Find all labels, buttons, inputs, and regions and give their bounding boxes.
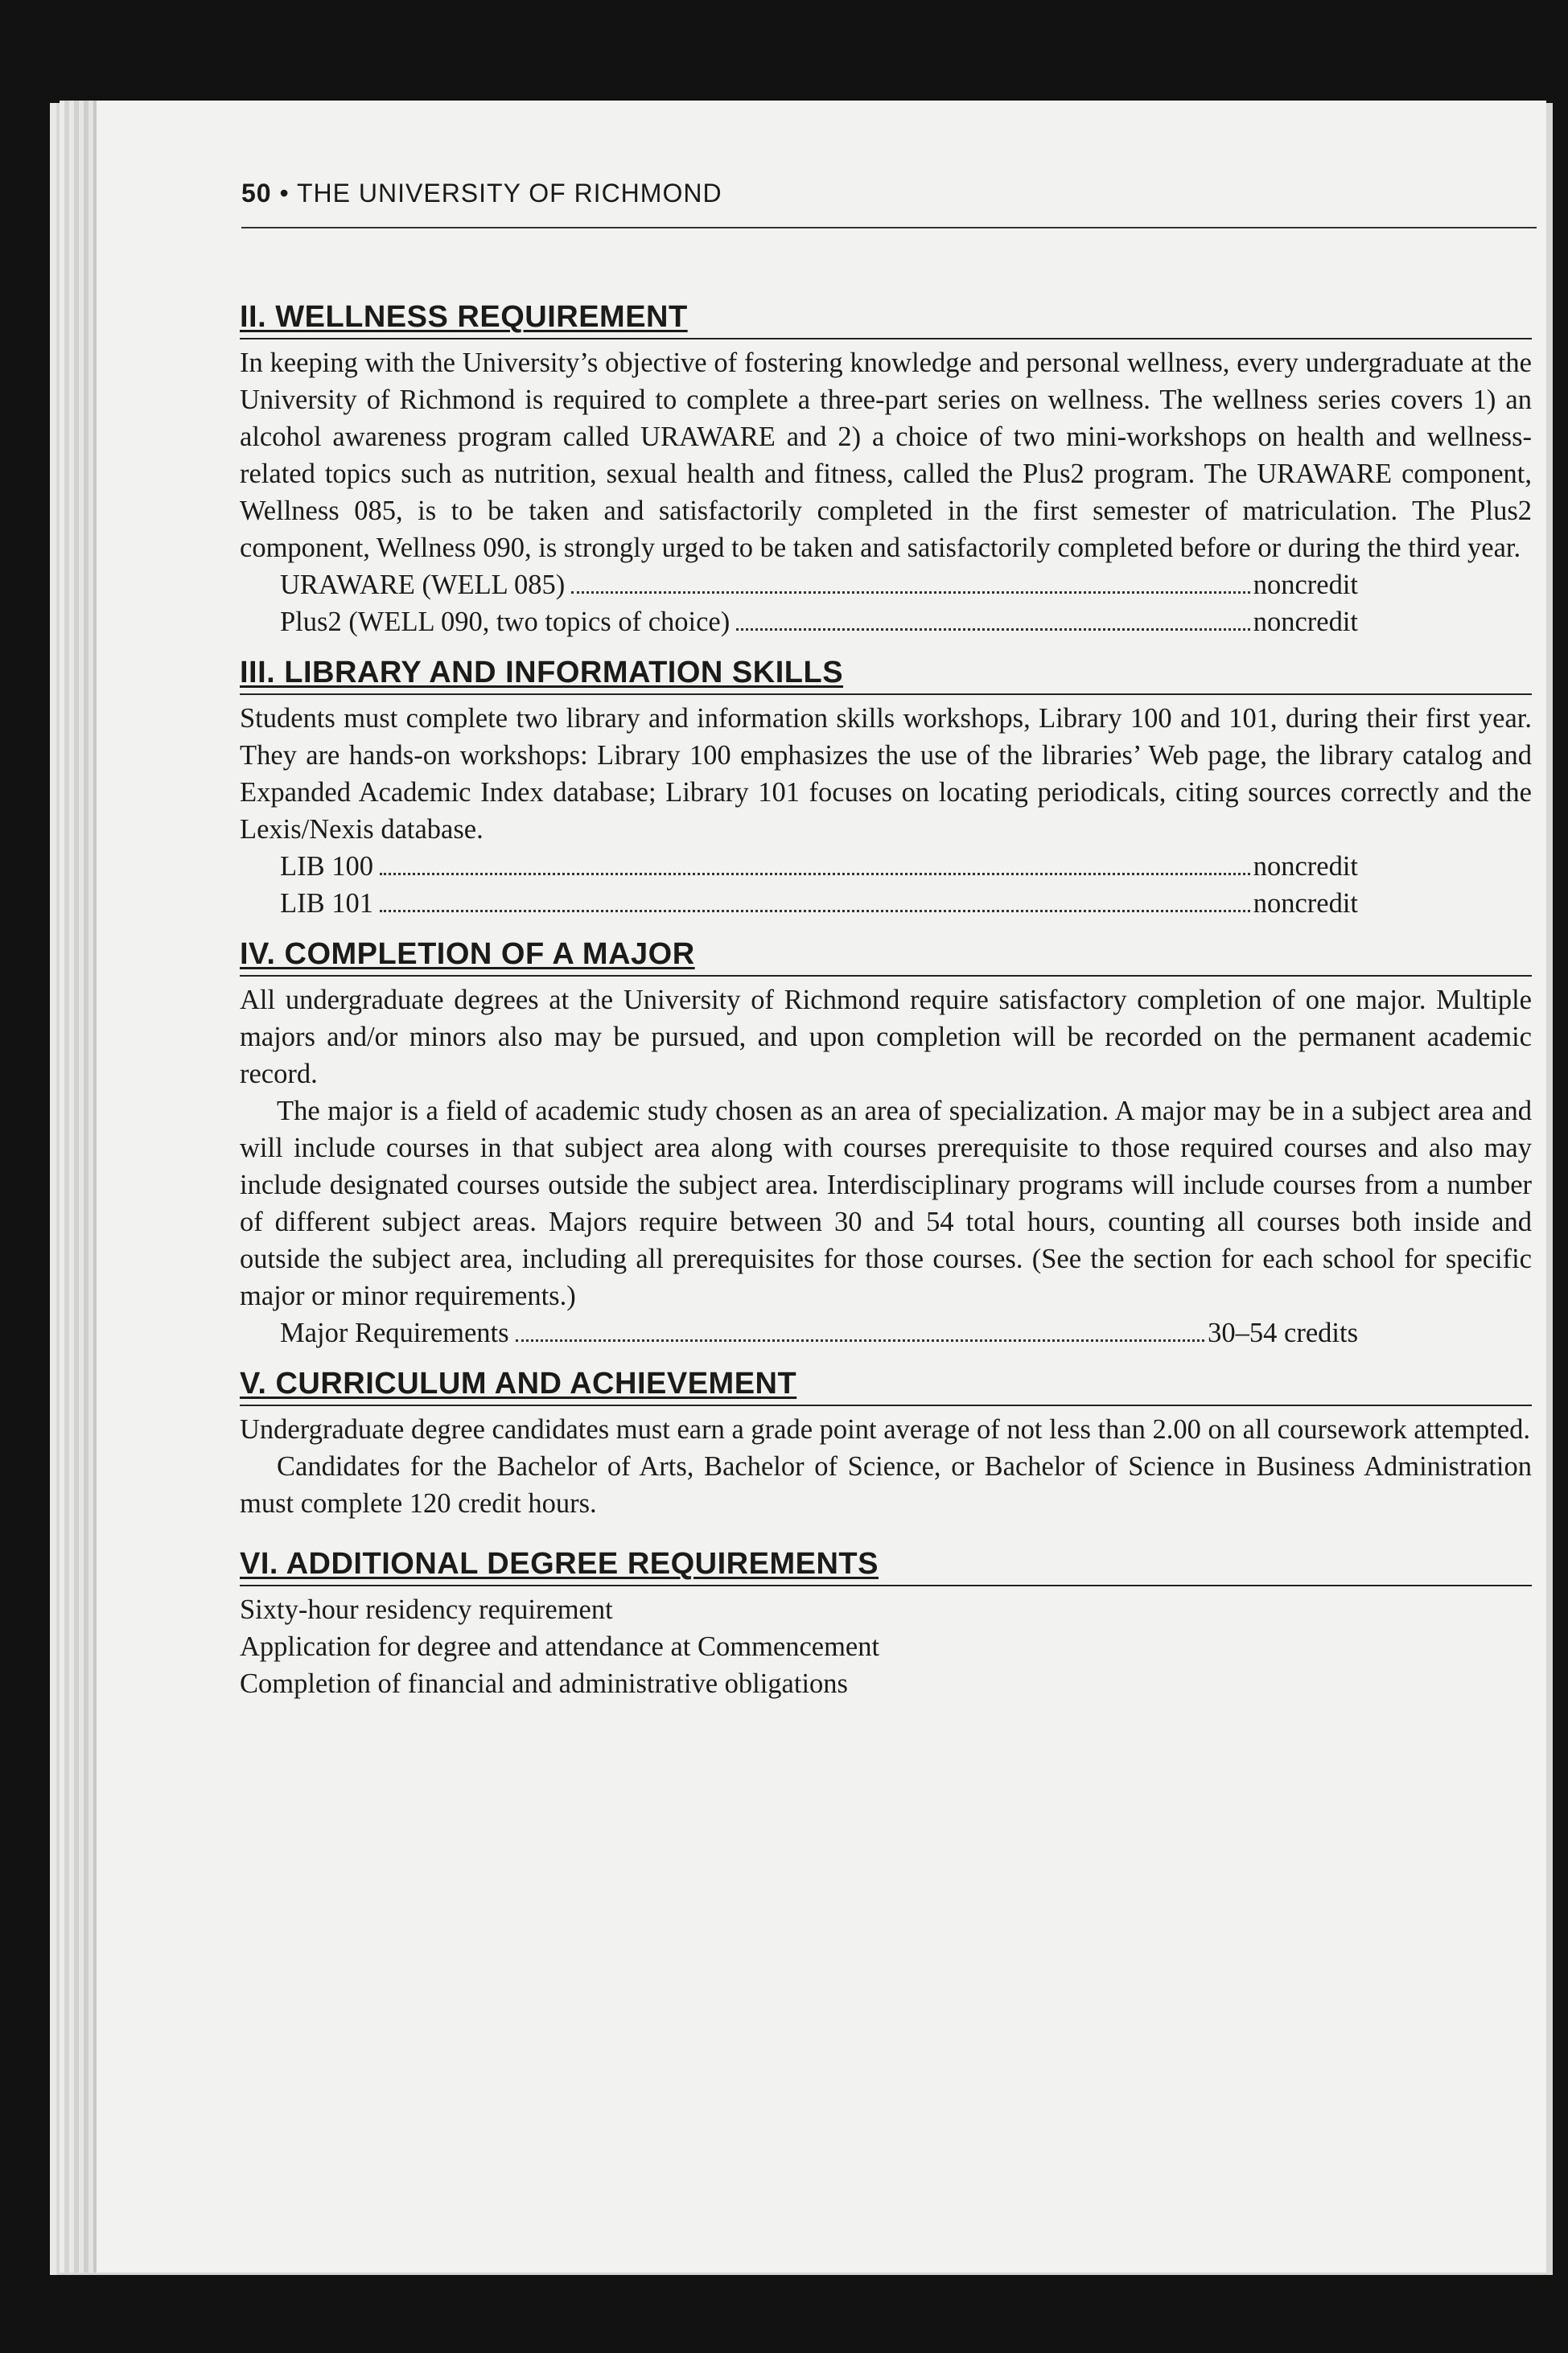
section-heading-wellness: II. WELLNESS REQUIREMENT xyxy=(240,299,1532,339)
curriculum-paragraph-1: Undergraduate degree candidates must earn a grade point average of not less than 2.00 on all coursework attempted. xyxy=(240,1414,1530,1445)
list-item: Application for degree and attendance at Commencement xyxy=(240,1631,880,1662)
dot-leader xyxy=(736,628,1249,631)
curriculum-paragraph-2: Candidates for the Bachelor of Arts, Bachelor of Science, or Bachelor of Science in Business Administration must complete 120 credit hours. xyxy=(240,1451,1532,1519)
section-heading-library: III. LIBRARY AND INFORMATION SKILLS xyxy=(240,655,1532,695)
list-item: Completion of financial and administrative obligations xyxy=(240,1668,848,1699)
page-content xyxy=(240,299,1532,1702)
library-paragraph: Students must complete two library and information skills workshops, Library 100 and 101, during their first year. They are hands-on workshops: Library 100 emphasizes the use of the libraries’ Web page, the library catalog and Expanded Academic Index database; Library 101 focuses on locating periodicals, citing sources correctly and the Lexis/Nexis database. xyxy=(240,703,1532,845)
requirement-label: Major Requirements xyxy=(280,1318,509,1348)
dot-leader xyxy=(571,591,1249,594)
wellness-paragraph: In keeping with the University’s objective of fostering knowledge and personal wellness, every undergraduate at the University of Richmond is required to complete a three-part series on wellness. The wellness series covers 1) an alcohol awareness program called URAWARE and 2) a choice of two mini-workshops on health and wellness-related topics such as nutrition, sexual health and fitness, called the Plus2 program. The URAWARE component, Wellness 085, is to be taken and satisfactorily completed in the first semester of matriculation. The Plus2 component, Wellness 090, is strongly urged to be taken and satisfactorily completed before or during the third year. xyxy=(240,348,1532,563)
requirement-label: LIB 100 xyxy=(280,851,373,882)
list-item: Sixty-hour residency requirement xyxy=(240,1594,613,1625)
dot-leader xyxy=(380,873,1250,875)
requirement-value: noncredit xyxy=(1253,607,1358,637)
page-number: 50 xyxy=(241,179,272,208)
dot-leader xyxy=(380,910,1250,912)
header-bullet: • xyxy=(279,179,290,208)
requirement-row xyxy=(280,848,1358,885)
header-title: THE UNIVERSITY OF RICHMOND xyxy=(297,179,722,208)
requirement-row xyxy=(280,885,1358,922)
major-paragraph-1: All undergraduate degrees at the University of Richmond require satisfactory completion of one major. Multiple majors and/or minors also may be pursued, and upon completion will be recorded on the permanent academic record. xyxy=(240,985,1532,1089)
requirement-label: Plus2 (WELL 090, two topics of choice) xyxy=(280,607,730,637)
requirement-value: noncredit xyxy=(1253,851,1358,882)
section-heading-curriculum: V. CURRICULUM AND ACHIEVEMENT xyxy=(240,1366,1532,1406)
requirement-row xyxy=(280,603,1358,640)
running-header xyxy=(241,179,722,208)
requirement-label: URAWARE (WELL 085) xyxy=(280,570,566,600)
section-heading-additional: VI. ADDITIONAL DEGREE REQUIREMENTS xyxy=(240,1546,1532,1586)
header-rule xyxy=(241,227,1537,228)
requirement-value: noncredit xyxy=(1253,888,1358,919)
requirement-row xyxy=(280,566,1358,603)
requirement-row xyxy=(280,1314,1358,1351)
requirement-value: 30–54 credits xyxy=(1208,1318,1358,1348)
requirement-value: noncredit xyxy=(1253,570,1358,600)
requirement-label: LIB 101 xyxy=(280,888,373,919)
section-heading-major: IV. COMPLETION OF A MAJOR xyxy=(240,936,1532,977)
major-paragraph-2: The major is a field of academic study chosen as an area of specialization. A major may be in a subject area and will include courses in that subject area along with courses prerequisite to those required courses and also may include designated courses outside the subject area. Interdisciplinary programs will include courses from a number of different subject areas. Majors require between 30 and 54 total hours, counting all courses both inside and outside the subject area, including all prerequisites for those courses. (See the section for each school for specific major or minor requirements.) xyxy=(240,1096,1532,1311)
dot-leader xyxy=(516,1339,1205,1342)
